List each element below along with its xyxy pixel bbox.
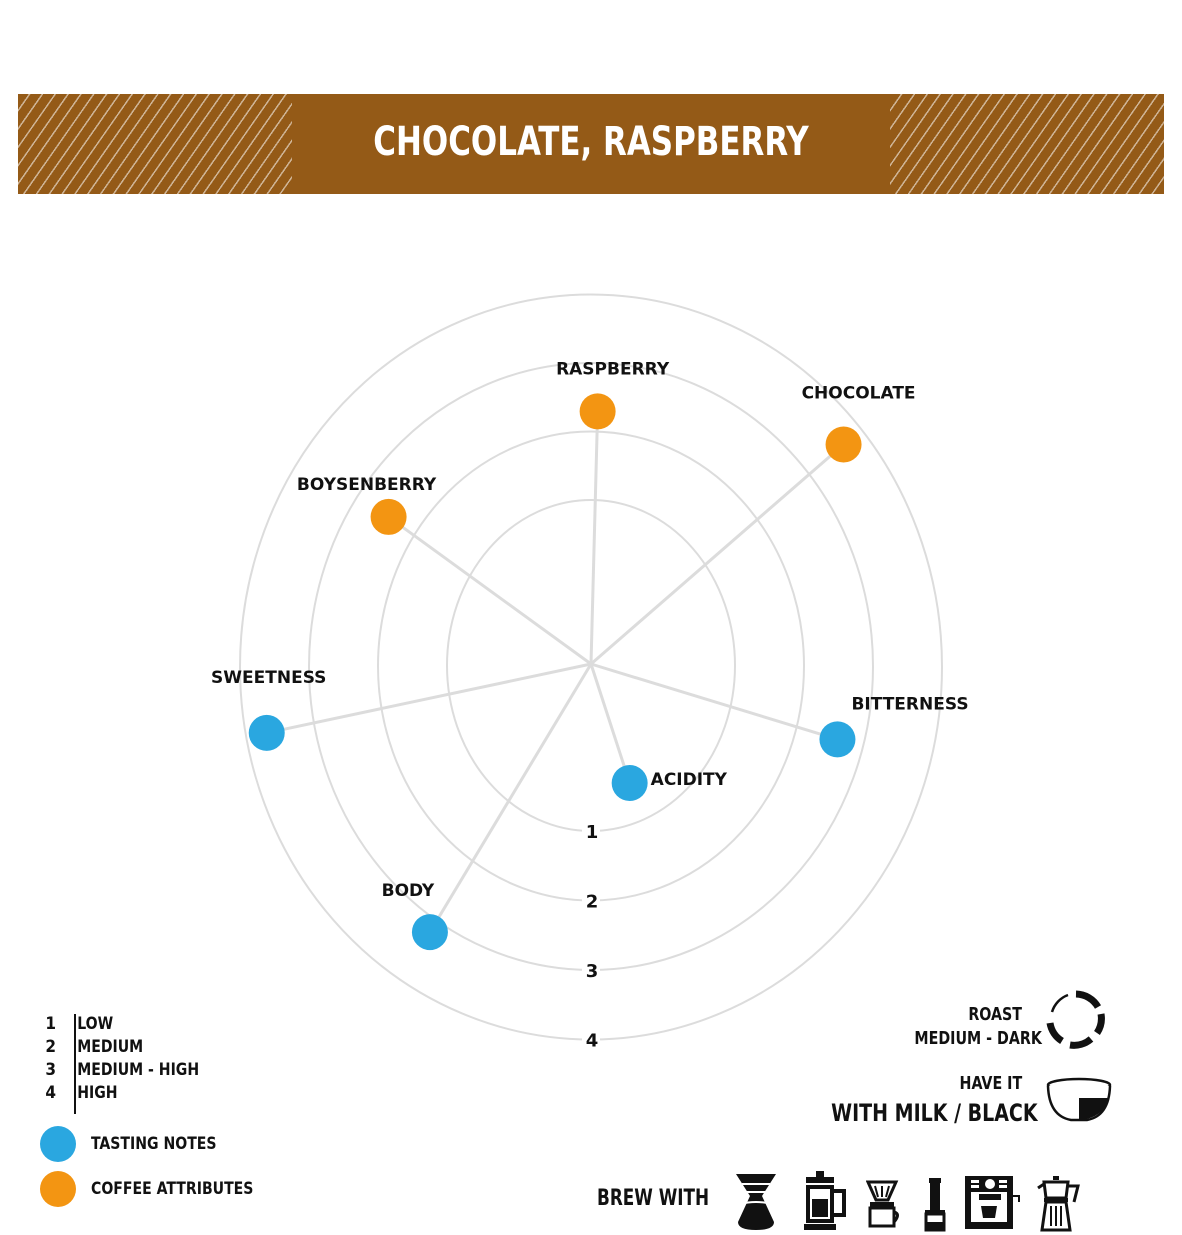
have-it-label: HAVE IT [959,1073,1022,1094]
coffee-attributes-swatch [40,1171,76,1207]
scale-legend [40,1012,254,1199]
legend-tasting-notes [40,1126,227,1162]
scale-legend-item [40,1081,211,1104]
ring-label: 1 [585,822,599,843]
axis-label-sweetness: SWEETNESS [211,667,327,688]
pour-over-icon [866,1180,902,1228]
spoke-line [430,664,591,932]
legend-coffee-attributes [40,1171,268,1207]
have-it-value: WITH MILK / BLACK [831,1099,1038,1127]
ring-label: 4 [585,1030,599,1052]
axis-label-body: BODY [381,881,435,902]
tasting-notes-swatch [40,1126,76,1162]
moka-pot-icon [1036,1176,1082,1232]
data-point-boysenberry [371,499,407,535]
scale-legend-label: HIGH [77,1082,118,1103]
coffee-cup-icon [1045,1076,1113,1124]
brew-with-label: BREW WITH [597,1186,710,1211]
spoke-line [591,664,630,783]
scale-legend-number: 2 [45,1036,56,1057]
roast-label: ROAST [968,1004,1022,1025]
axis-label-acidity: ACIDITY [650,769,727,790]
roast-value: MEDIUM - DARK [914,1028,1042,1049]
chemex-icon [734,1172,778,1232]
legend-label: TASTING NOTES [91,1134,217,1154]
scale-legend-number: 1 [45,1013,56,1034]
scale-legend-label: MEDIUM [77,1036,144,1057]
aeropress-icon [922,1178,948,1232]
spoke-line [389,517,591,664]
axis-label-bitterness: BITTERNESS [851,694,969,715]
spoke-line [591,411,598,664]
scale-legend-label: MEDIUM - HIGH [77,1059,200,1080]
scale-legend-label: LOW [77,1013,114,1034]
data-point-acidity [612,765,648,801]
data-point-body [412,914,448,950]
axis-label-chocolate: CHOCOLATE [801,383,916,404]
data-point-bitterness [819,721,855,757]
scale-legend-number: 3 [45,1059,56,1080]
data-point-chocolate [826,426,862,462]
spoke-line [591,664,837,739]
data-point-raspberry [580,393,616,429]
french-press-icon [802,1171,848,1231]
data-point-sweetness [249,715,285,751]
roast-level-icon [1046,990,1106,1050]
ring-label: 2 [585,891,599,913]
axis-label-boysenberry: BOYSENBERRY [296,474,437,495]
scale-legend-item [40,1035,211,1058]
espresso-machine-icon [963,1174,1021,1230]
axis-label-raspberry: RASPBERRY [556,359,670,380]
scale-legend-item [40,1012,211,1035]
page-title: CHOCOLATE, RASPBERRY [373,119,809,165]
legend-label: COFFEE ATTRIBUTES [91,1179,254,1199]
ring-label: 3 [585,961,599,982]
scale-legend-item [40,1058,211,1081]
scale-legend-number: 4 [45,1082,56,1103]
